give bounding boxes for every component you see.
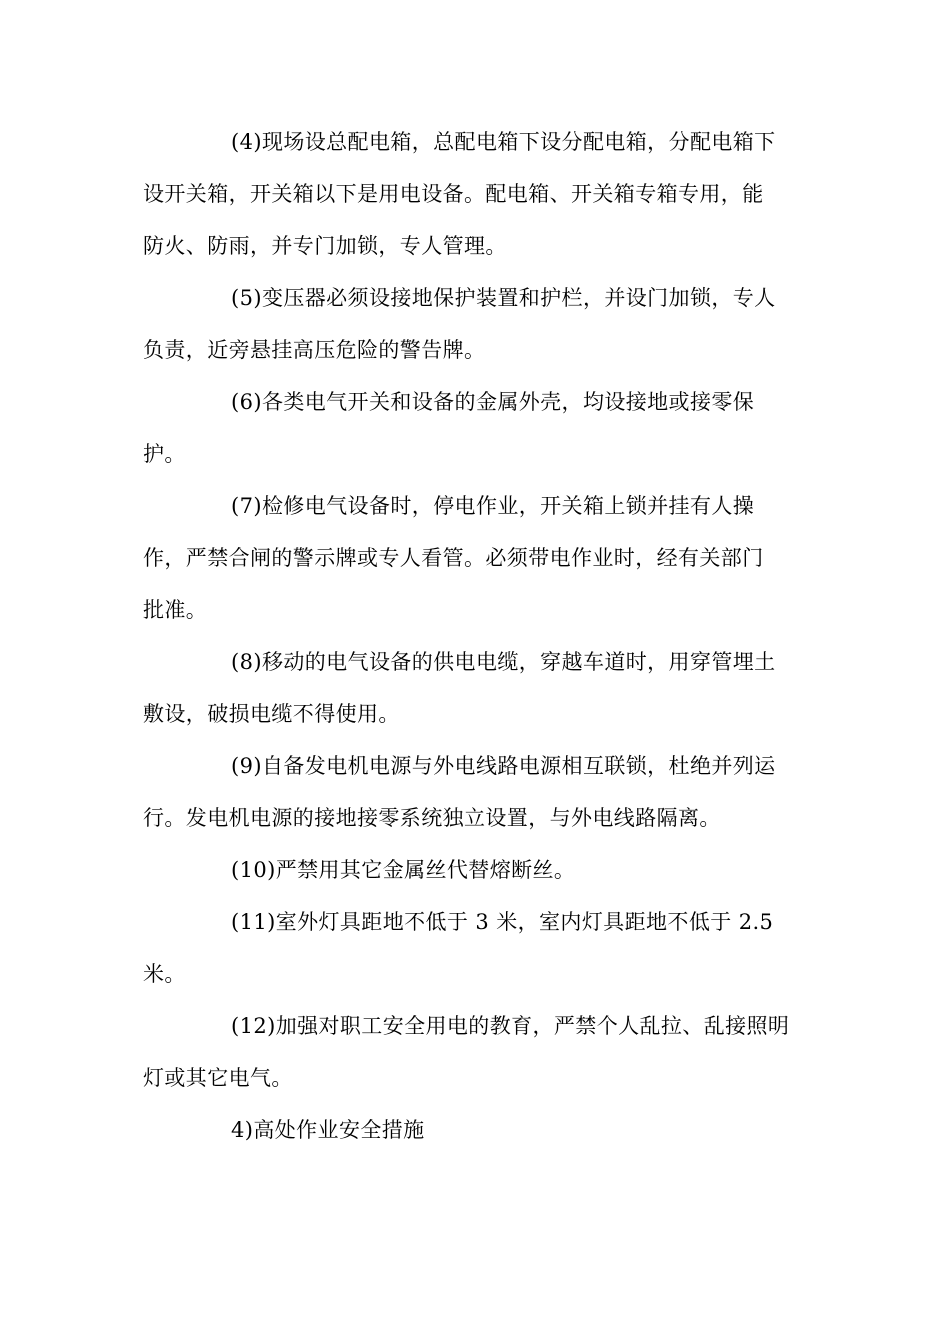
text-line: (12)加强对职工安全用电的教育，严禁个人乱拉、乱接照明 [231, 1014, 790, 1038]
text-line: (7)检修电气设备时，停电作业，开关箱上锁并挂有人操 [231, 494, 755, 518]
document-body [143, 116, 808, 1156]
text-line: 敷设，破损电缆不得使用。 [143, 702, 400, 726]
text-line: 负责，近旁悬挂高压危险的警告牌。 [143, 338, 486, 362]
text-line: 4)高处作业安全措施 [231, 1118, 425, 1142]
text-line: (6)各类电气开关和设备的金属外壳，均设接地或接零保 [231, 390, 755, 414]
paragraph-8-mobile-cables [143, 636, 808, 740]
text-line: 作，严禁合闸的警示牌或专人看管。必须带电作业时，经有关部门 [143, 546, 764, 570]
paragraph-11-lighting-height [143, 896, 808, 1000]
paragraph-9-generator [143, 740, 808, 844]
text-line: (9)自备发电机电源与外电线路电源相互联锁，杜绝并列运 [231, 754, 776, 778]
paragraph-6-grounding [143, 376, 808, 480]
text-line: 灯或其它电气。 [143, 1066, 293, 1090]
paragraph-5-transformer [143, 272, 808, 376]
text-line: (4)现场设总配电箱，总配电箱下设分配电箱，分配电箱下 [231, 130, 776, 154]
paragraph-7-maintenance [143, 480, 808, 636]
text-line: 设开关箱，开关箱以下是用电设备。配电箱、开关箱专箱专用，能 [143, 182, 764, 206]
text-line: 批准。 [143, 598, 208, 622]
section-heading-high-work-safety [143, 1104, 808, 1156]
text-line: 护。 [143, 442, 186, 466]
text-line: 行。发电机电源的接地接零系统独立设置，与外电线路隔离。 [143, 806, 721, 830]
text-line: (8)移动的电气设备的供电电缆，穿越车道时，用穿管埋土 [231, 650, 776, 674]
text-line: (10)严禁用其它金属丝代替熔断丝。 [231, 858, 576, 882]
text-line: (5)变压器必须设接地保护装置和护栏，并设门加锁，专人 [231, 286, 776, 310]
paragraph-4-distribution-boxes [143, 116, 808, 272]
text-line: 米。 [143, 962, 186, 986]
text-line: (11)室外灯具距地不低于 3 米，室内灯具距地不低于 2.5 [231, 910, 774, 934]
paragraph-12-education [143, 1000, 808, 1104]
text-line: 防火、防雨，并专门加锁，专人管理。 [143, 234, 507, 258]
paragraph-10-fuse [143, 844, 808, 896]
